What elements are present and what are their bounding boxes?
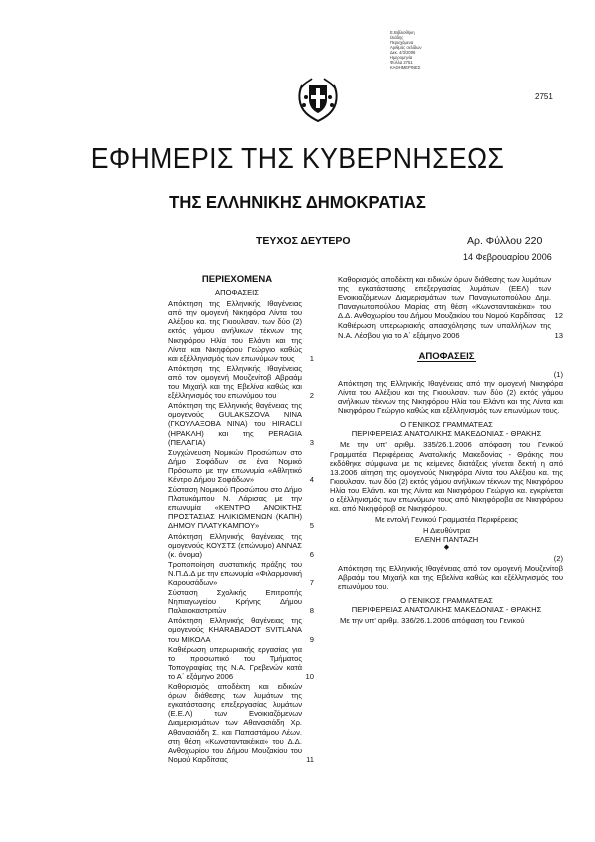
authority-line: Ο ΓΕΝΙΚΟΣ ΓΡΑΜΜΑΤΕΑΣ: [400, 595, 493, 605]
decision-body: Με την υπ' αριθμ. 336/26.1.2006 απόφαση του Γενικού: [340, 616, 525, 625]
stamp-line: Ημερομηνία: [390, 55, 413, 60]
toc-entry-text: Απόκτηση Ελληνικής θαγένειας της ομογενούς ΚΟΥΣΤΣ (επώνυμο) ΑΝΝΑΣ (κ. όνομα): [168, 531, 302, 559]
toc-entry[interactable]: [160, 682, 314, 764]
toc-entry-page: 13: [554, 330, 563, 340]
toc-entry-text: Απόκτηση της Ελληνικής Ιθαγένειας από τον ομογενή Μουζενίτοβ Αβραάμ του Μιχαήλ και της Εβελίνα καθώς και εξέλληνισμός του επωνύμου του: [168, 363, 302, 401]
diamond-separator-icon: ◆: [443, 544, 450, 552]
decision-number: (2): [553, 554, 563, 564]
toc-entry[interactable]: [160, 560, 314, 587]
stamp-line: Αριθμός σελίδων: [390, 45, 422, 50]
toc-entry[interactable]: [160, 299, 314, 363]
toc-entry-page: 5: [309, 521, 314, 531]
toc-heading: ΠΕΡΙΕΧΟΜΕΝΑ: [201, 274, 273, 285]
issue-date: 14 Φεβρουαρίου 2006: [463, 252, 552, 262]
stamp-line: ΚΑΘΗΜΕΡΙΝΕΣ: [390, 65, 421, 70]
toc-entry-text: Απόκτηση της Ελληνικής Ιθαγένειας από την ομογενή Νικηφόρα Λίντα του Αλέξιου κα. της Γκιουλσαν. των δύο (2) εκτός γάμου ανήλικων τέκνων της Νικηφόρου Ηλία του Ελάντι και της Λίντα και Νικηφόρου Γεώργιο καθώς και εξέλληνισμός των επωνύμων τους: [168, 299, 302, 363]
toc-entry-page: 2: [309, 391, 314, 401]
toc-entry-text: Καθορισμός αποδέκτη και ειδικών όρων διάθεσης των λυμάτων της εγκατάστασης επεξεργασίας λυμάτων (Ε.Ε.Λ) των Ενοικιαζόμενων Διαμερισμάτων των Αθανασιάδη Χρ. Αθανασιάδη Σ. και Παπαστάμου Λέων. στη θέση «Κωνσταντακέικα» του Δ.Δ. Ανθοχωρίου του Δήμου Μουζακίου του Νομού Καρδίτσας: [168, 682, 302, 764]
right-column: [330, 275, 563, 625]
stamp-line: Ιλιάδης: [390, 35, 404, 40]
toc-entry-page: 11: [306, 754, 314, 764]
toc-entry-page: 3: [309, 437, 314, 447]
toc-entry[interactable]: [160, 616, 314, 643]
toc-entry[interactable]: [160, 364, 314, 400]
order-line: Με εντολή Γενικού Γραμματέα Περιφέρειας: [375, 515, 518, 525]
header-stamp: [390, 30, 450, 70]
decision-title: Απόκτηση της Ελληνικής Ιθαγένειας από τον ομογενή Μουζενίτοβ Αβραάμ του Μιχαήλ και της Εβελίνα καθώς και εξέλληνισμός του επωνύμου του.: [338, 563, 563, 591]
decision-title: Απόκτηση της Ελληνικής Ιθαγένειας από την ομογενή Νικηφόρα Λίντα του Αλέξιου και της Γκιουλσαν. των δύο (2) εκτός γάμου ανήλικων τέκνων της Νικηφόρου Ηλία του Ελάντι και της Λίντα και Νικηφόρου Γεώργιο καθώς και εξέλληνισμός των επωνύμων τους.: [338, 378, 563, 416]
toc-entry[interactable]: [330, 275, 563, 320]
toc-entry-text: Απόκτηση της Ελληνικής θαγένειας της ομογενούς GULAKSZOVA NINA (ΓΚΟΥΛΑΞΟΒΑ ΝΙΝΑ) του HIRACLI (ΗΡΑΚΛΗ) και της PERAGIA (ΠΕΛΑΓΙΑ): [168, 401, 302, 447]
toc-entry-text: Καθιέρωση υπερωριακής απασχόλησης των υπαλλήλων της Ν.Α. Λέσβου για το Α΄ εξάμηνο 2006: [338, 321, 551, 340]
greek-coat-of-arms-icon: [296, 75, 340, 123]
decision-body: Με την υπ' αριθμ. 335/26.1.2006 απόφαση του Γενικού Γραμματέα Περιφέρειας Ανατολικής Μακεδονίας - Θράκης που εκδόθηκε σύμφωνα με τις κείμενες διατάξεις γίνεται δεκτή η από 13.2006 αίτηση της ομογενούς Νικηφόρα Λίντα του Αλέξιου κα. της Γκιουλσαν. των δύο (2) εκτός γάμου ανήλικων τέκνων της Νικηφόρου Ηλία του Ελάντι. και της Λίντα και Νικηφόρου Γεώργιο κα. εγκρίνεται ο εξέλληνισμός των επωνύμων τους από Νικηφόροβα σε Νικηφόρου κα. από Νικηφόροβ σε Νικηφόρου.: [330, 440, 563, 514]
toc-entry-text: Σύσταση Σχολικής Επιτροπής Νηπιαγωγείου Κρήνης Δήμου Παλαιοκαστριτών: [168, 588, 302, 616]
authority-line: ΠΕΡΙΦΕΡΕΙΑΣ ΑΝΑΤΟΛΙΚΗΣ ΜΑΚΕΔΟΝΙΑΣ - ΘΡΑΚΗΣ: [351, 429, 542, 439]
toc-section: ΑΠΟΦΑΣΕΙΣ: [215, 288, 259, 298]
toc-entry-page: 7: [309, 578, 314, 587]
toc-entry-text: Συγχώνευση Νομικών Προσώπων στο Δήμο Σοφάδων σε ένα Νομικό Πρόσωπο με την επωνυμία «Αθλητικό Κέντρο Δήμου Σοφάδων»: [168, 447, 302, 484]
signatory-name: ΕΛΕΝΗ ΠΑΝΤΑΖΗ: [414, 535, 479, 545]
toc-entry-page: 8: [309, 606, 314, 616]
stamp-line: Ε.Βιβλιοθήκη: [390, 30, 415, 35]
toc-entry[interactable]: [160, 588, 314, 615]
sheet-number: Αρ. Φύλλου 220: [467, 235, 543, 247]
toc-entry-text: Καθορισμός αποδέκτη και ειδικών όρων διάθεσης των λυμάτων της εγκατάστασης επεξεργασίας λυμάτων (ΕΕΛ) των Ενοικιαζόμενων Διαμερισμάτων των Παναγιωτοπούλου Δημ. Παναγιωτοπούλου Μαρίας στη θέση «Κωνσταντακέικα» του Δ.Δ. Ανθοχωρίου του Δήμου Μουζακίου του Νομού Καρδίτσας: [338, 275, 551, 321]
authority-line: ΠΕΡΙΦΕΡΕΙΑΣ ΑΝΑΤΟΛΙΚΗΣ ΜΑΚΕΔΟΝΙΑΣ - ΘΡΑΚΗΣ: [351, 604, 542, 614]
toc-entry-text: Τροποποίηση συστατικής πράξης του Ν.Π.Δ.Δ με την επωνυμία «Φιλαρμονική Καρουσάδων»: [168, 559, 302, 587]
decision-number: (1): [553, 369, 563, 379]
table-of-contents: [160, 275, 314, 765]
toc-entry-text: Απόκτηση Ελληνικής θαγένειας της ομογενούς KHARABADOT SVITLANA του ΜΙΚΟΛΑ: [168, 616, 302, 644]
toc-entry[interactable]: [160, 401, 314, 446]
page-number: 2751: [535, 92, 553, 101]
stamp-line: Φύλλα 2751: [390, 60, 413, 65]
gazette-subtitle: ΤΗΣ ΕΛΛΗΝΙΚΗΣ ΔΗΜΟΚΡΑΤΙΑΣ: [169, 192, 426, 212]
toc-entry-text: Σύσταση Νομικού Προσώπου στο Δήμο Πλατυκάμπου Ν. Λάρισας με την επωνυμία «ΚΕΝΤΡΟ ΑΝΟΙΚΤΗΣ ΠΡΟΣΤΑΣΙΑΣ ΗΛΙΚΙΩΜΕΝΩΝ (ΚΑΠΗ) ΔΗΜΟΥ ΠΛΑΤΥΚΑΜΠΟΥ»: [168, 485, 302, 531]
authority-line: Ο ΓΕΝΙΚΟΣ ΓΡΑΜΜΑΤΕΑΣ: [400, 420, 493, 430]
decisions-heading: ΑΠΟΦΑΣΕΙΣ: [418, 350, 475, 362]
toc-entry-page: 12: [554, 311, 563, 321]
toc-entry-text: Καθιέρωση υπερωριακής εργασίας για το προσωπικό του Τμήματος Τοπογραφίας της Ν.Α. Γρεβενών κατά το Α΄ εξάμηνο 2006: [168, 644, 302, 681]
gazette-title: ΕΦΗΜΕΡΙΣ ΤΗΣ ΚΥΒΕΡΝΗΣΕΩΣ: [90, 143, 505, 175]
signatory-role: Η Διευθύντρια: [422, 526, 471, 536]
toc-entry-page: 4: [309, 474, 314, 484]
toc-entry[interactable]: [160, 448, 314, 484]
series-label: ΤΕΥΧΟΣ ΔΕΥΤΕΡΟ: [256, 235, 351, 247]
toc-entry-page: 6: [309, 549, 314, 559]
toc-entry-page: 1: [309, 353, 314, 363]
toc-entry[interactable]: [160, 485, 314, 530]
stamp-line: Περιεχόμενα: [390, 40, 414, 45]
toc-entry[interactable]: [330, 321, 563, 339]
toc-entry[interactable]: [160, 645, 314, 681]
toc-entry-page: 10: [305, 671, 314, 681]
toc-entry-page: 9: [309, 634, 314, 644]
stamp-line: Δεκ. 4/3/2006: [390, 50, 416, 55]
toc-entry[interactable]: [160, 532, 314, 559]
